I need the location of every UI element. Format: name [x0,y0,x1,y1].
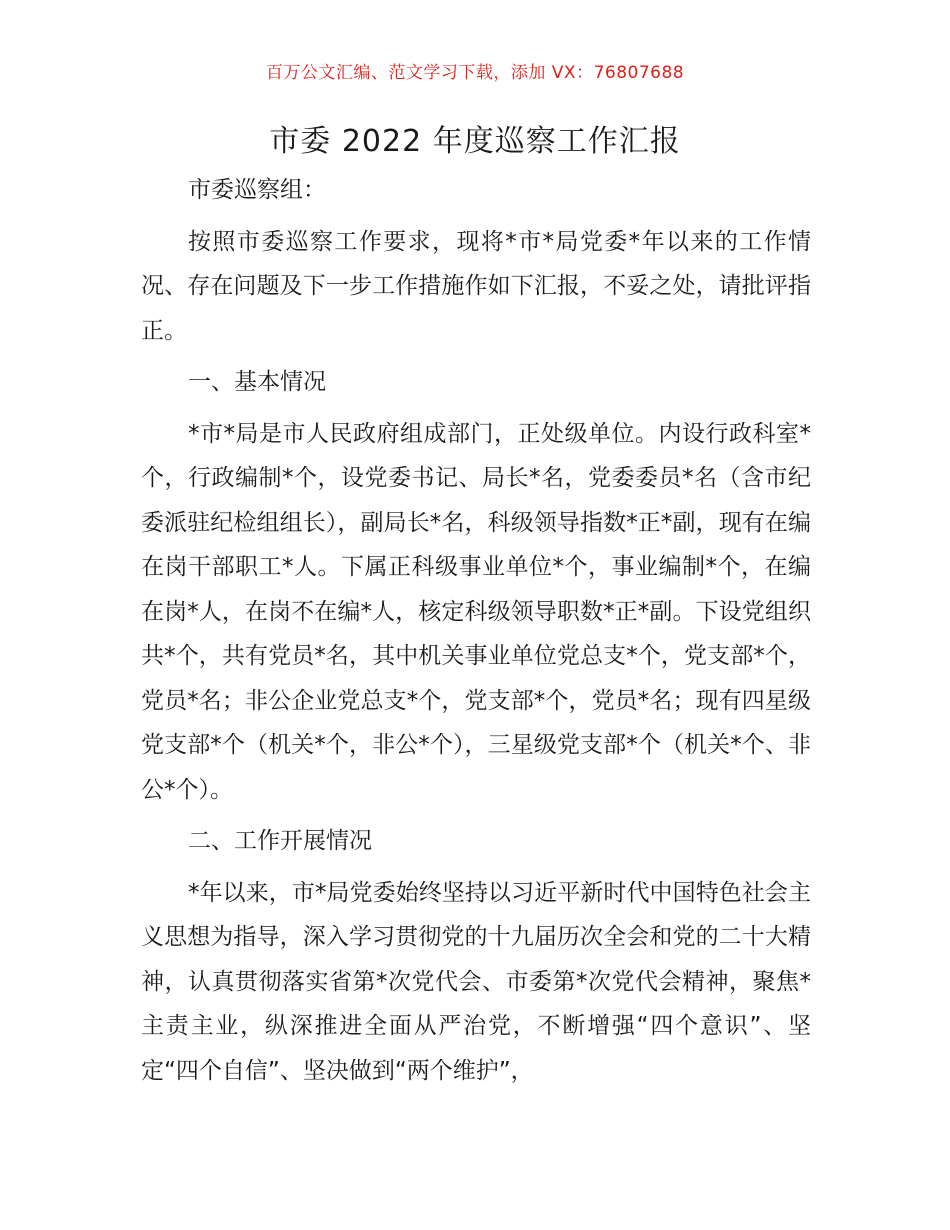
watermark-header: 百万公文汇编、范文学习下载，添加 VX：76807688 [265,63,685,83]
intro-paragraph: 按照市委巡察工作要求，现将*市*局党委*年以来的工作情况、存在问题及下一步工作措施作如下汇报，不妥之处，请批评指正。 [141,228,811,344]
salutation: 市委巡察组： [188,177,326,203]
section-work-paragraph: *年以来，市*局党委始终坚持以习近平新时代中国特色社会主义思想为指导，深入学习贯彻党的十九届历次全会和党的二十大精神，认真贯彻落实省第*次党代会、市委第*次党代会精神，聚焦*主责主业，纵深推进全面从严治党，不断增强“四个意识”、坚定“四个自信”、坚决做到“两个维护”， [141,879,811,1084]
document-body [141,168,811,1093]
section-heading-work: 二、工作开展情况 [188,828,372,854]
section-heading-basic: 一、基本情况 [188,369,326,395]
section-basic-paragraph: *市*局是市人民政府组成部门，正处级单位。内设行政科室*个，行政编制*个，设党委书记、局长*名，党委委员*名（含市纪委派驻纪检组组长），副局长*名，科级领导指数*正*副，现有在编在岗干部职工*人。下属正科级事业单位*个，事业编制*个，在编在岗*人，在岗不在编*人，核定科级领导职数*正*副。下设党组织共*个，共有党员*名，其中机关事业单位党总支*个，党支部*个，党员*名；非公企业党总支*个，党支部*个，党员*名；现有四星级党支部*个（机关*个，非公*个），三星级党支部*个（机关*个、非公*个）。 [141,420,811,803]
document-title: 市委 2022 年度巡察工作汇报 [269,124,681,159]
